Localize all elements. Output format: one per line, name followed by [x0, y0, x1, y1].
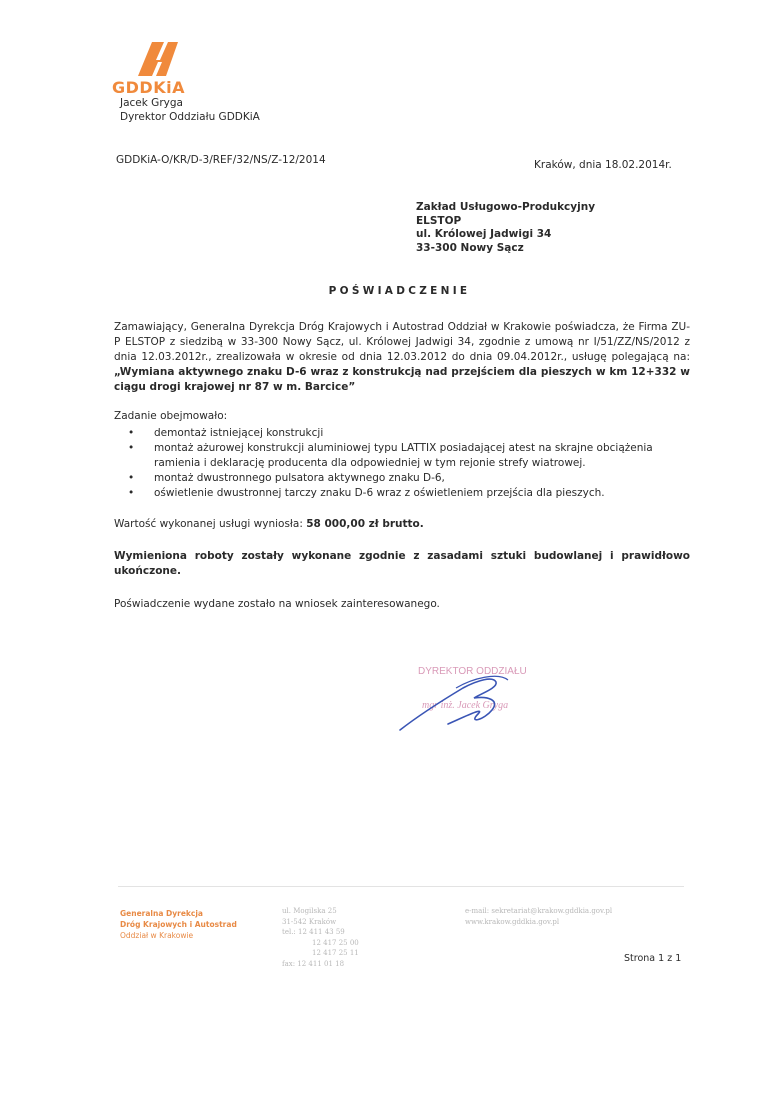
scope-intro: Zadanie obejmowało:: [114, 410, 228, 422]
issued-statement: Poświadczenie wydane zostało na wniosek zainteresowanego.: [114, 598, 440, 610]
sender-position: Dyrektor Oddziału GDDKiA: [120, 111, 260, 123]
footer-org-line: Generalna Dyrekcja: [120, 909, 203, 918]
footer-address-line: ul. Mogilska 25: [282, 907, 337, 915]
list-item: • oświetlenie dwustronnej tarczy znaku D-6 wraz z oświetleniem przejścia dla pieszych.: [114, 486, 690, 501]
reference-number: GDDKiA-O/KR/D-3/REF/32/NS/Z-12/2014: [116, 154, 326, 166]
value-line: [114, 517, 690, 532]
list-item: • montaż ażurowej konstrukcji aluminiowej typu LATTIX posiadającej atest na skrajne obciążenia ramienia i deklarację producenta dla odpowiedniej w tym rejonie strefy wiatrowej.: [114, 441, 690, 471]
sender-name: Jacek Gryga: [120, 97, 183, 109]
place-date: Kraków, dnia 18.02.2014r.: [534, 159, 672, 171]
signature-stamp: [388, 658, 568, 738]
recipient-line: ELSTOP: [416, 214, 462, 227]
footer-address-line: 12 417 25 11: [312, 949, 359, 957]
list-item: • demontaż istniejącej konstrukcji: [114, 426, 690, 441]
footer-address-line: 12 417 25 00: [312, 938, 359, 947]
document-title: POŚWIADCZENIE: [328, 285, 471, 297]
stamp-title: DYREKTOR ODDZIAŁU: [418, 666, 527, 677]
certification-paragraph: [114, 320, 690, 395]
stamp-name: mgr inż. Jacek Gryga: [422, 700, 509, 711]
footer-address-line: fax: 12 411 01 18: [282, 959, 345, 968]
list-item: • montaż dwustronnego pulsatora aktywnego znaku D-6,: [114, 471, 690, 486]
footer-organization: [120, 908, 237, 941]
logo-text: GDDKiA: [112, 78, 185, 97]
value-label: Wartość wykonanej usługi wyniosła:: [114, 518, 307, 530]
footer-org-line: Oddział w Krakowie: [120, 931, 194, 940]
scope-list: [114, 426, 690, 501]
completion-statement: Wymieniona roboty zostały wykonane zgodnie z zasadami sztuki budowlanej i prawidłowo ukończone.: [114, 550, 690, 577]
paragraph-text: Zamawiający, Generalna Dyrekcja Dróg Krajowych i Autostrad Oddział w Krakowie poświadcza, że Firma ZU-P ELSTOP z siedzibą w 33-300 Nowy Sącz, ul. Królowej Jadwigi 34, zgodnie z umową nr I/51/ZZ/NS/2012 z dnia 12.03.2012r., zrealizowała w okresie od dnia 12.03.2012 do dnia 09.04.2012r., usługę polegającą na:: [114, 321, 690, 363]
footer-email: e-mail: sekretariat@krakow.gddkia.gov.pl: [465, 907, 613, 915]
footer-contact: [465, 906, 612, 928]
service-description: „Wymiana aktywnego znaku D-6 wraz z konstrukcją nad przejściem dla pieszych w km 12+332 w ciągu drogi krajowej nr 87 w m. Barcice”: [114, 366, 690, 393]
footer-website: www.krakow.gddkia.gov.pl: [465, 918, 560, 926]
value-amount: 58 000,00 zł brutto.: [306, 518, 424, 530]
recipient-line: ul. Królowej Jadwigi 34: [416, 228, 552, 240]
footer-org-line: Dróg Krajowych i Autostrad: [120, 920, 237, 929]
scope-section: [114, 409, 690, 501]
footer-address-line: tel.: 12 411 43 59: [282, 928, 345, 936]
footer-divider: [118, 886, 684, 887]
page-number: Strona 1 z 1: [624, 953, 682, 964]
sender-block: [120, 96, 260, 124]
road-logo-icon: [134, 40, 180, 76]
footer-address-line: 31-542 Kraków: [282, 917, 337, 926]
recipient-line: 33-300 Nowy Sącz: [416, 241, 524, 254]
gddkia-logo: [112, 40, 202, 97]
recipient-line: Zakład Usługowo-Produkcyjny: [416, 201, 596, 213]
recipient-address: [416, 201, 595, 255]
footer-address: [282, 906, 359, 969]
